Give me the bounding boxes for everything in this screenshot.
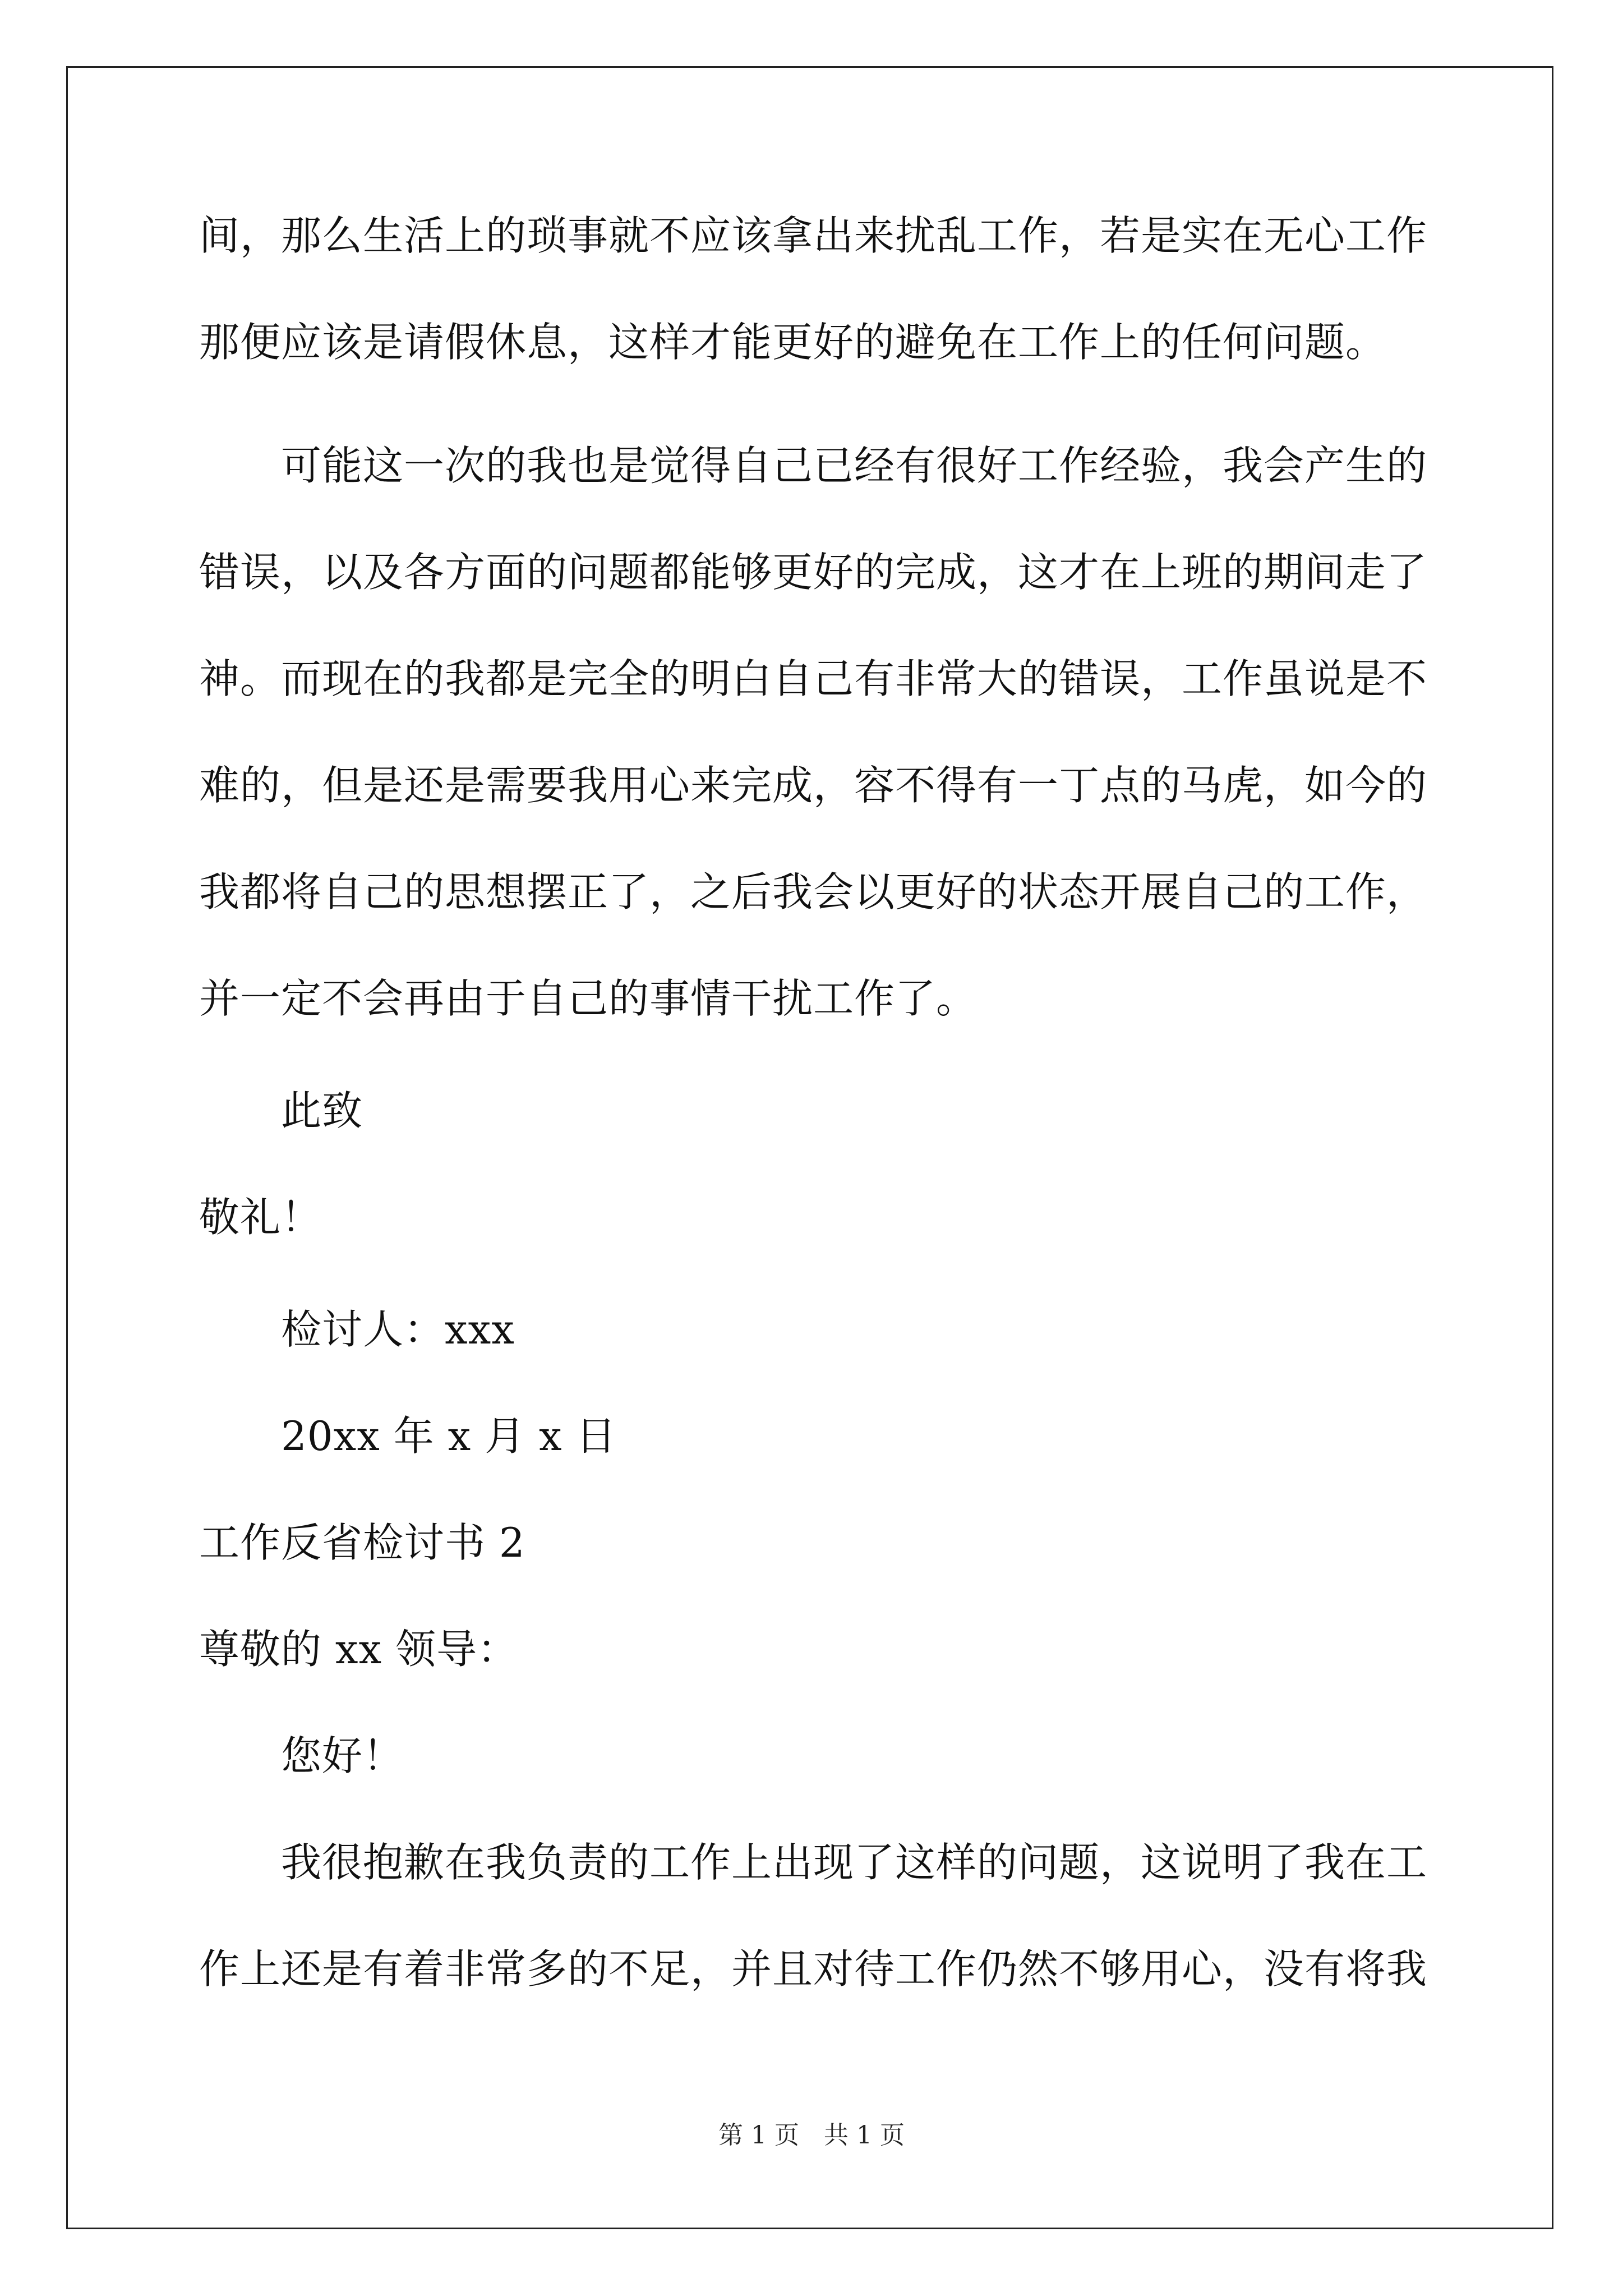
text-line: 我都将自己的思想摆正了，之后我会以更好的状态开展自己的工作， xyxy=(199,868,1428,915)
text-line: 作上还是有着非常多的不足，并且对待工作仍然不够用心，没有将我 xyxy=(199,1945,1428,1993)
letter-greeting: 您好！ xyxy=(281,1732,404,1779)
text-line: 错误，以及各方面的问题都能够更好的完成，这才在上班的期间走了 xyxy=(199,549,1428,596)
paragraph-start-line: 可能这一次的我也是觉得自己已经有很好工作经验，我会产生的 xyxy=(281,442,1428,489)
section-title: 工作反省检讨书 2 xyxy=(199,1519,525,1566)
text-line: 神。而现在的我都是完全的明白自己有非常大的错误，工作虽说是不 xyxy=(199,655,1428,702)
page-border xyxy=(66,66,1553,2229)
paragraph-start-line: 我很抱歉在我负责的工作上出现了这样的问题，这说明了我在工 xyxy=(281,1839,1428,1886)
closing-salutation: 此致 xyxy=(281,1087,363,1134)
page-footer: 第 1 页 共 1 页 xyxy=(718,2121,905,2150)
signature-name: 检讨人：xxx xyxy=(281,1306,515,1353)
text-line: 并一定不会再由于自己的事情干扰工作了。 xyxy=(199,975,978,1022)
letter-recipient: 尊敬的 xx 领导： xyxy=(199,1626,518,1673)
closing-respect: 敬礼！ xyxy=(199,1194,322,1241)
text-line: 难的，但是还是需要我用心来完成，容不得有一丁点的马虎，如今的 xyxy=(199,762,1428,809)
text-line: 那便应该是请假休息，这样才能更好的避免在工作上的任何问题。 xyxy=(199,319,1387,366)
text-line: 间，那么生活上的琐事就不应该拿出来扰乱工作，若是实在无心工作 xyxy=(199,212,1428,259)
signature-date: 20xx 年 x 月 x 日 xyxy=(281,1412,617,1460)
